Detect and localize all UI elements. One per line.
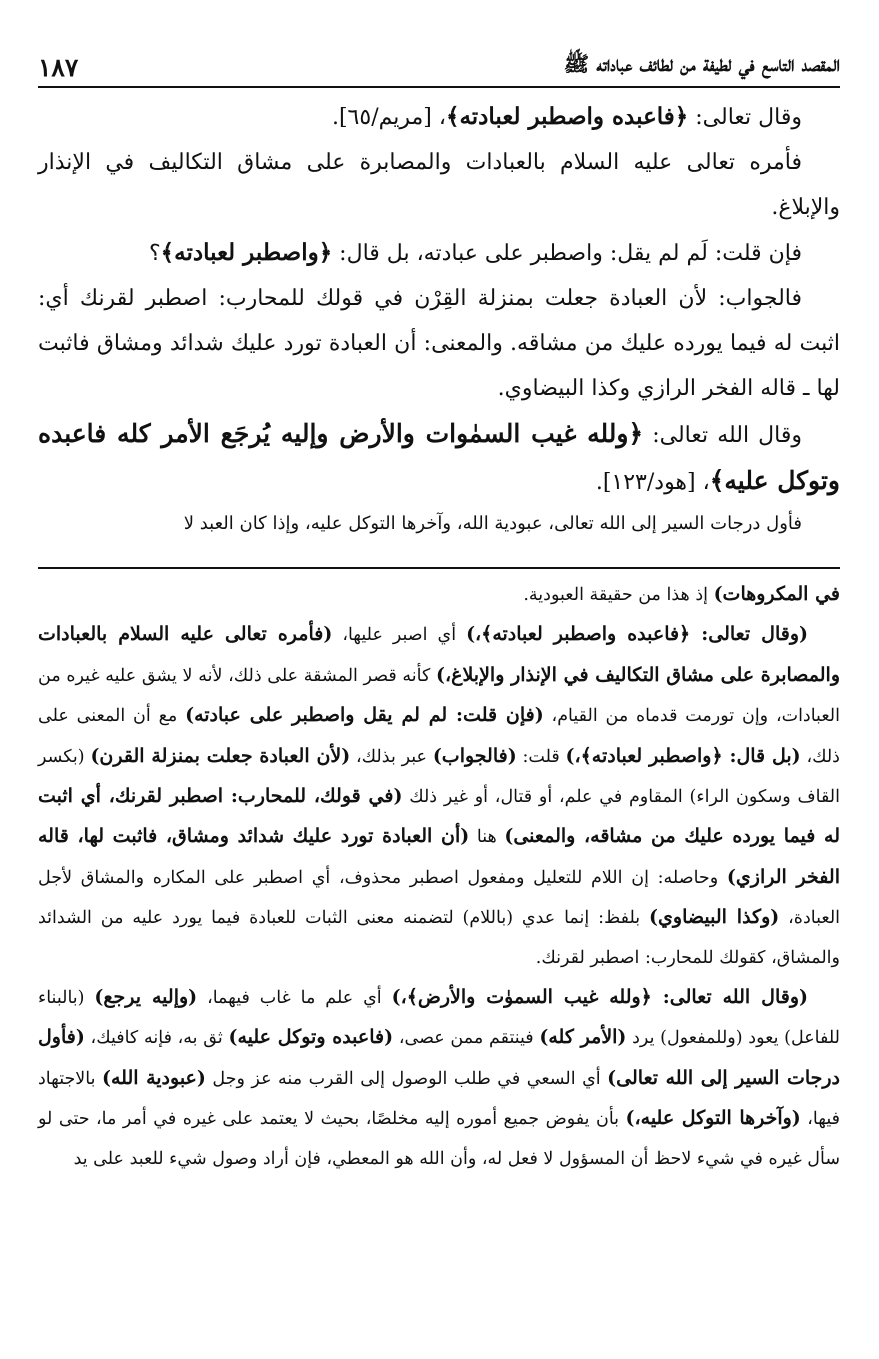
commentary-paragraph-2 [38, 615, 840, 978]
citation: ، [هود/١٢٣]. [595, 470, 710, 495]
lemma: (فإن قلت: لم لم يقل واصطبر على عبادته) [185, 704, 544, 727]
page-header [38, 36, 840, 82]
text-run: فينتقم ممن عصى، [393, 1028, 540, 1049]
commentary-text [38, 575, 840, 1179]
commentary-paragraph-1 [38, 575, 840, 615]
text-run: فإن قلت: لَم لم يقل: واصطبر على عبادته، بل قال: [332, 241, 802, 266]
lemma: (في قولك، للمحارب: اصطبر لقرنك، أي اثبت له فيما يورده عليك من مشاقه، والمعنى) [38, 785, 841, 848]
commentary-paragraph-3 [38, 978, 840, 1179]
book-page [38, 36, 840, 1179]
quran-quote: ﴿فاعبده واصطبر لعبادته﴾ [445, 103, 689, 130]
citation: ، [مريم/٦٥]. [331, 105, 446, 130]
text-run: (بكسر القاف وسكون الراء) المقاوم في علم، أو قتال، أو غير ذلك [38, 746, 841, 808]
text-run: وقال تعالى: [688, 105, 802, 130]
commentary-rule [38, 567, 840, 569]
main-text [38, 94, 840, 541]
lemma: (لأن العبادة جعلت بمنزلة القرن) [90, 744, 351, 767]
text-run: أي السعي في طلب الوصول إلى القرب منه عز وجل [205, 1068, 608, 1089]
text-run: كأنه قصر المشقة على ذلك، لأنه لا يشق عليه غيره من العبادات، وإن تورمت قدماه من القيام، [38, 665, 840, 727]
lemma: (بل قال: ﴿واصطبر لعبادته﴾،) [565, 744, 801, 767]
main-paragraph-1 [38, 94, 840, 140]
text-run: قلت: [516, 746, 566, 767]
text-run: هنا [469, 827, 505, 848]
text-run: عبر بذلك، [350, 746, 433, 767]
quran-quote: ﴿ولله غيب السمٰوات والأرض وإليه يُرجَع الأمر كله فاعبده وتوكل عليه﴾ [38, 419, 840, 495]
lemma: (وكذا البيضاوي) [649, 906, 780, 929]
main-paragraph-4: فالجواب: لأن العبادة جعلت بمنزلة القِرْن في قولك للمحارب: اصطبر لقرنك أي: اثبت له فيما يورده عليك من مشاقه. والمعنى: أن العبادة تورد عليك شدائد ومشاق فاثبت لها ـ قاله الفخر الرازي وكذا البيضاوي. [38, 286, 840, 401]
text-run: ؟ [148, 241, 161, 266]
page-number: ١٨٧ [38, 53, 79, 82]
lemma: (فأمره تعالى عليه السلام بالعبادات والمصابرة على مشاق التكاليف في الإنذار والإبلاغ،) [38, 623, 840, 686]
text-run: مع أن المعنى على ذلك، [38, 706, 840, 767]
header-rule [38, 86, 840, 88]
lemma: (أن العبادة تورد عليك شدائد ومشاق، فاثبت لها، قاله الفخر الرازي) [38, 825, 840, 888]
lemma: (فأول درجات السير إلى الله تعالى) [38, 1026, 840, 1089]
text-run: بأن يفوض جميع أموره إليه مخلصًا، بحيث لا يعتمد على غيره في أمر ما، حتى لو سأل غيره في شيء لاحظ أن المسؤول لا فعل له، وأن الله هو المعطي، فإن أراد وصول شيء للعبد على يد [38, 1109, 840, 1169]
quran-quote: ﴿واصطبر لعبادته﴾ [160, 239, 333, 266]
main-paragraph-6: فأول درجات السير إلى الله تعالى، عبودية الله، وآخرها التوكل عليه، وإذا كان العبد لا [183, 513, 802, 534]
lemma: (وقال تعالى: ﴿فاعبده واصطبر لعبادته﴾،) [466, 623, 808, 646]
text-run: أي علم ما غاب فيهما، [197, 988, 392, 1009]
text-run: ثق به، فإنه كافيك، [84, 1028, 229, 1049]
running-head: المقصد التاسع في لطيفة من لطائف عباداته ﷺ [563, 51, 840, 76]
text-run: بلفظ: إنما عدي (باللام) لتضمنه معنى الثبات للعبادة فيما يورد عليه من الشدائد والمشاق، كقولك للمحارب: اصطبر لقرنك. [38, 908, 840, 968]
lemma: (فالجواب) [432, 744, 517, 767]
text-run: بالاجتهاد فيها، [38, 1068, 840, 1130]
text-run: إذ هذا من حقيقة العبودية. [523, 585, 714, 605]
text-run: (بالبناء للفاعل) يعود (وللمفعول) يرد [38, 988, 840, 1049]
lemma: في المكروهات) [713, 583, 840, 605]
text-run: وقال الله تعالى: [643, 423, 803, 448]
text-run: وحاصله: إن اللام للتعليل ومفعول اصطبر محذوف، أي اصطبر على المكاره والمشاق لأجل العبادة، [38, 867, 841, 929]
lemma: (الأمر كله) [539, 1026, 627, 1049]
lemma: (فاعبده وتوكل عليه) [228, 1026, 394, 1049]
lemma: (وإليه يرجع) [94, 986, 198, 1009]
main-paragraph-5 [38, 411, 840, 505]
main-paragraph-3 [38, 230, 840, 276]
lemma: (وقال الله تعالى: ﴿ولله غيب السموٰت والأرض﴾،) [391, 986, 808, 1009]
lemma: (عبودية الله) [101, 1066, 206, 1089]
main-paragraph-2: فأمره تعالى عليه السلام بالعبادات والمصابرة على مشاق التكاليف في الإنذار والإبلاغ. [38, 150, 840, 220]
text-run: أي اصبر عليها، [332, 625, 467, 646]
lemma: (وآخرها التوكل عليه،) [625, 1107, 801, 1130]
